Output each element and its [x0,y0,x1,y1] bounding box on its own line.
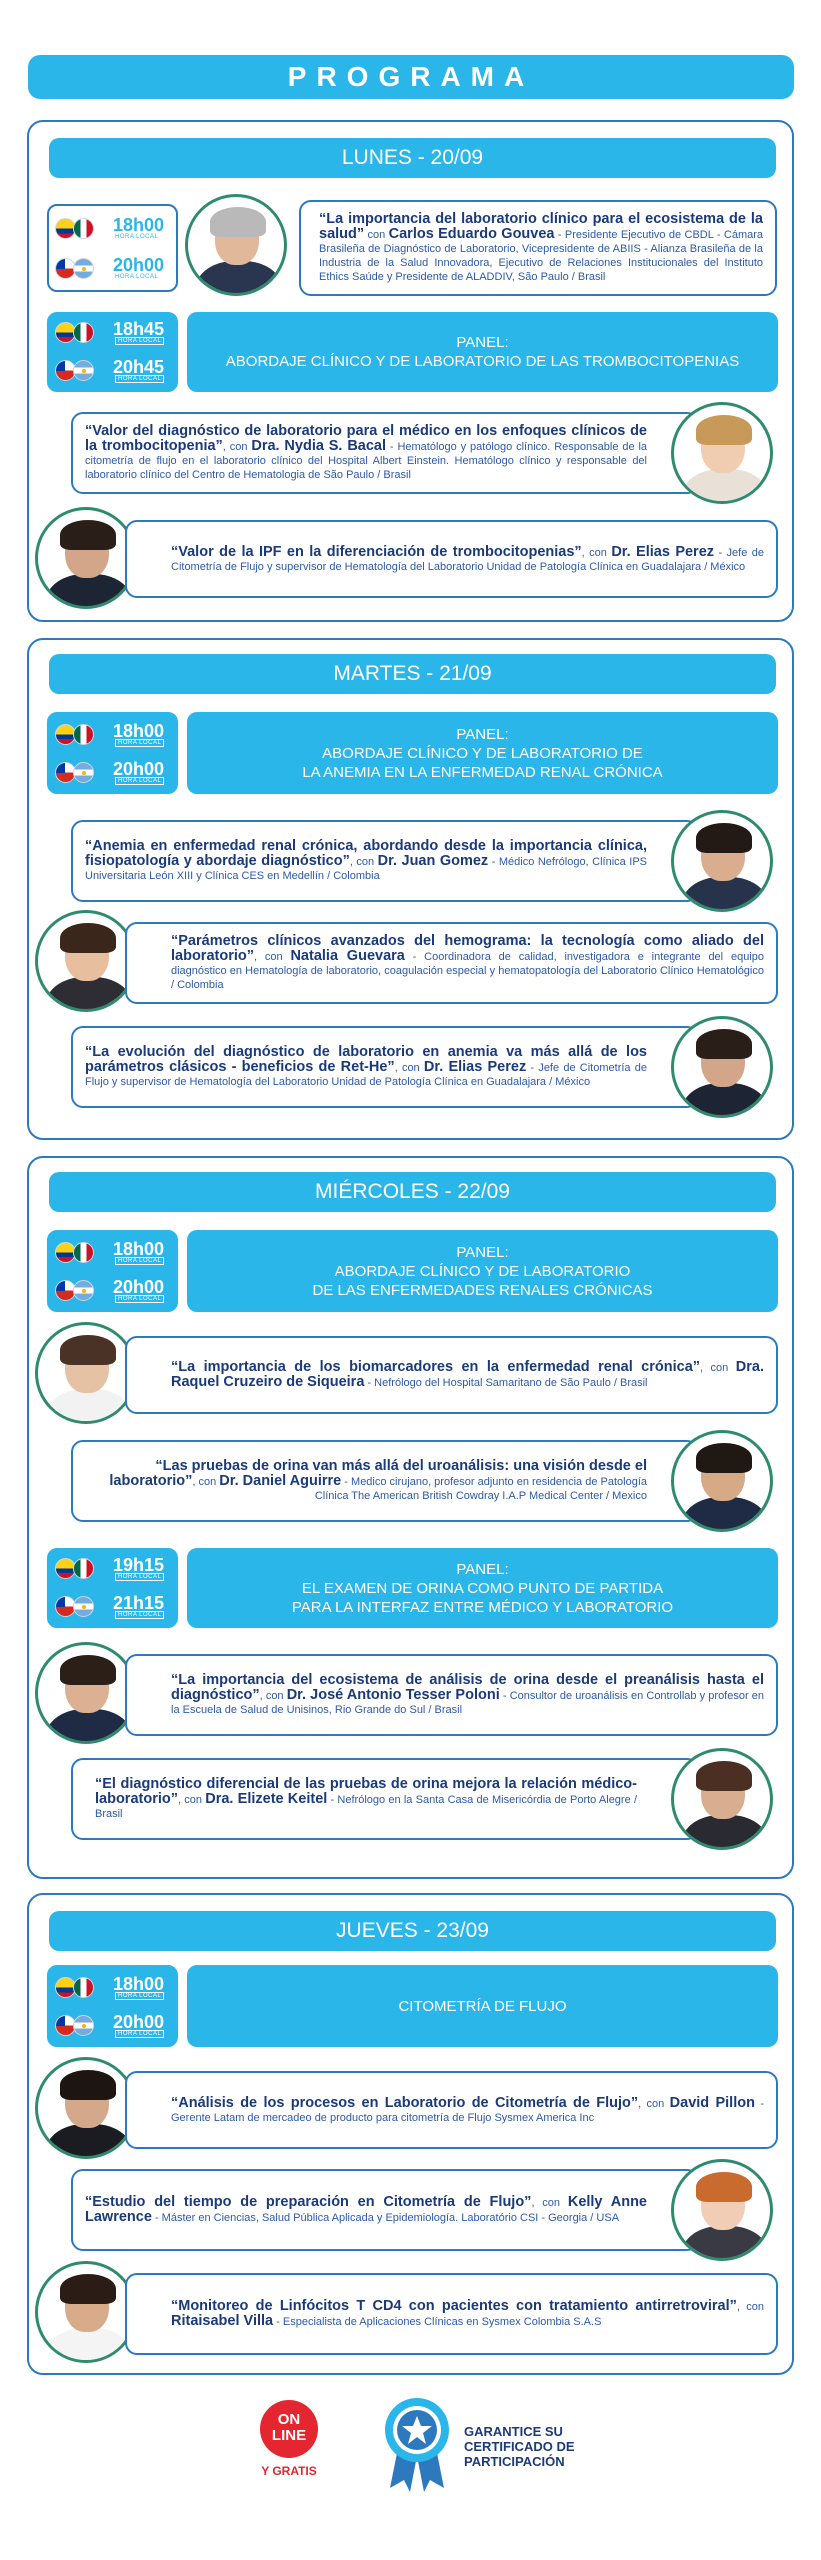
argentina-flag-icon [73,1596,94,1617]
day-header: JUEVES - 23/09 [49,1911,776,1951]
speaker-name: Dr. Daniel Aguirre [219,1473,342,1489]
speaker-name: Dra. Nydia S. Bacal [251,438,387,454]
speaker-photo-avatar [35,910,137,1012]
talk-card [125,922,778,1004]
certificate-line: PARTICIPACIÓN [464,2454,565,2469]
online-top-text: ON [277,2411,301,2428]
argentina-flag-icon [73,258,94,279]
time-value: 19h15 [113,1555,165,1575]
talk-card [71,2169,699,2251]
speaker-name: Dr. Elias Perez [611,543,715,560]
speaker-bio: - Medico cirujano, profesor adjunto en residencia de Patología Clínica The American British Cowdray I.A.P Medical Center / Mexico [314,1476,647,1502]
speaker-bio: - Presidente Ejecutivo de CBDL - Cámara Brasileña de Diagnóstico de Laboratorio, Vicepresidente de ABIIS - Alianza Brasileña de la Industria de la Salud Innovadora, Ejecutivo de Relaciones Institucionales del Instituto Ethics Saúde y Presidente de ALADDIV, São Paulo / Brasil [319,229,764,283]
speaker-photo-avatar [671,1430,773,1532]
talk-title: “Parámetros clínicos avanzados del hemograma: la tecnología como aliado del laboratorio” [171,933,764,964]
speaker-bio: - Consultor de uroanálisis en Controllab y profesor en la Escuela de Salud de Unisinos, Rio Grande do Sul / Brasil [171,1690,765,1716]
panel-topic: ABORDAJE CLÍNICO Y DE LABORATORIO DE [322,744,643,762]
time-caption: HORA LOCAL [115,1612,164,1619]
talk-title: “Estudio del tiempo de preparación en Citometría de Flujo” [85,2194,532,2210]
panel-topic: ABORDAJE CLÍNICO Y DE LABORATORIO [334,1262,631,1280]
talk-title: “La importancia del ecosistema de análisis de orina desde el preanálisis hasta el diagnóstico” [171,1672,764,1703]
time-caption: HORA LOCAL [115,1296,164,1303]
panel-label: PANEL: [456,1243,509,1261]
panel-title [187,1230,778,1312]
ribbon-badge-icon [380,2396,454,2492]
talk-title: “Valor de la IPF en la diferenciación de trombocitopenias” [171,543,582,560]
panel-topic: EL EXAMEN DE ORINA COMO PUNTO DE PARTIDA [301,1579,664,1597]
speaker-bio: - Nefrólogo del Hospital Samaritano de São Paulo / Brasil [364,1377,648,1389]
talk-connector: con [364,229,389,241]
online-circle-icon [260,2400,318,2458]
speaker-name: Dr. Juan Gomez [377,853,489,869]
speaker-name: Natalia Guevara [290,948,405,964]
time-value: 20h00 [113,759,165,779]
panel-title [187,1965,778,2047]
talk-title: “Las pruebas de orina van más allá del uroanálisis: una visión desde el laboratorio” [109,1458,647,1489]
speaker-photo-avatar [35,1642,137,1744]
talk-title: “La evolución del diagnóstico de laboratorio en anemia va más allá de los parámetros clásicos - beneficios de Ret-He” [85,1044,647,1075]
online-badge [254,2400,324,2480]
time-row [53,214,177,244]
speaker-bio: - Máster en Ciencias, Salud Pública Aplicada y Epidemiología. Laboratório CSI - Georgia / USA [151,2212,620,2224]
time-value: 20h00 [113,255,165,275]
speaker-photo-avatar [35,2261,137,2363]
page-title: PROGRAMA [28,55,794,99]
talk-connector: , con [222,441,252,453]
time-box [47,204,178,292]
speaker-photo-avatar [671,810,773,912]
speaker-bio: - Hematólogo y patólogo clínico. Responsable de la citometría de flujo en el laboratorio clínico del Hospital Albert Einstein. Hematólogo clínico y responsable del laboratorio clínico del Centro de Hematologia de São Paulo / Brasil [85,441,648,481]
time-caption: HORA LOCAL [115,740,164,747]
argentina-flag-icon [73,2015,94,2036]
free-label: Y GRATIS [261,2464,317,2478]
panel-topic: CITOMETRÍA DE FLUJO [398,1997,567,2015]
day-header: LUNES - 20/09 [49,138,776,178]
talk-card [125,1336,778,1414]
speaker-photo-avatar [35,2057,137,2159]
mexico-flag-icon [73,1242,94,1263]
panel-label: PANEL: [456,334,509,351]
speaker-name: David Pillon [669,2094,755,2111]
time-row [53,318,177,348]
panel-topic: ABORDAJE CLÍNICO Y DE LABORATORIO DE LAS TROMBOCITOPENIAS [225,353,740,370]
talk-card [71,1758,699,1840]
panel-title [187,1548,778,1628]
talk-connector: , con [253,951,291,963]
time-value: 18h00 [113,1974,165,1994]
mexico-flag-icon [73,1558,94,1579]
speaker-photo-avatar [35,1322,137,1424]
speaker-name: Carlos Eduardo Gouvea [388,226,555,242]
panel-label: PANEL: [456,725,509,743]
time-row [53,1276,177,1306]
talk-connector: , con [394,1062,424,1074]
time-row [53,254,177,284]
speaker-bio: - Médico Nefrólogo, Clínica IPS Universitaria León XIII y Clínica CES en Medellín / Colombia [85,856,648,882]
panel-topic: DE LAS ENFERMEDADES RENALES CRÓNICAS [312,1281,653,1299]
time-value: 20h45 [113,357,165,377]
certificate-line: GARANTICE SU [464,2424,563,2439]
time-caption: HORA LOCAL [115,234,159,240]
panel-title [187,312,778,392]
speaker-name: Dr. Elias Perez [423,1059,527,1075]
time-row [53,356,177,386]
time-value: 18h00 [113,721,165,741]
talk-connector: , con [531,2197,568,2209]
speaker-bio: - Jefe de Citometría de Flujo y supervisor de Hematología del Laboratorio Unidad de Patología Clínica en Guadalajara / México [171,546,764,573]
speaker-name: Kelly Anne Lawrence [85,2194,647,2225]
argentina-flag-icon [73,1280,94,1301]
time-row [53,1238,177,1268]
time-caption: HORA LOCAL [115,274,159,280]
talk-title: “Análisis de los procesos en Laboratorio de Citometría de Flujo” [171,2094,639,2111]
talk-title: “La importancia del laboratorio clínico para el ecosistema de la salud” [319,211,763,242]
talk-connector: , con [349,856,378,868]
talk-card [71,1440,699,1522]
time-value: 18h00 [113,1239,165,1259]
speaker-photo-avatar [35,507,137,609]
time-box [47,1965,178,2047]
panel-topic: PARA LA INTERFAZ ENTRE MÉDICO Y LABORATORIO [291,1598,674,1616]
time-caption: HORA LOCAL [115,338,164,345]
time-box [47,1230,178,1312]
speaker-photo-avatar [671,2159,773,2261]
talk-connector: , con [638,2097,670,2110]
time-caption: HORA LOCAL [115,778,164,785]
talk-card [125,2071,778,2149]
argentina-flag-icon [73,762,94,783]
time-value: 21h15 [113,1593,165,1613]
speaker-bio: - Nefrólogo en la Santa Casa de Misericórdia de Porto Alegre / Brasil [95,1794,637,1820]
time-value: 18h00 [113,215,165,235]
day-header: MARTES - 21/09 [49,654,776,694]
speaker-bio: - Especialista de Aplicaciones Clínicas en Sysmex Colombia S.A.S [273,2316,602,2328]
time-row [53,1554,177,1584]
talk-card [299,200,777,296]
talk-connector: , con [700,1362,736,1374]
time-row [53,1592,177,1622]
speaker-photo-avatar [185,194,287,296]
mexico-flag-icon [73,724,94,745]
mexico-flag-icon [73,1977,94,1998]
talk-card [125,2273,778,2355]
time-caption: HORA LOCAL [115,1574,164,1581]
speaker-name: Dra. Raquel Cruzeiro de Siqueira [171,1359,764,1390]
argentina-flag-icon [73,360,94,381]
panel-label: PANEL: [456,1560,509,1578]
day-section-thursday [27,1893,794,2375]
talk-card [71,820,699,902]
time-caption: HORA LOCAL [115,2031,164,2038]
time-box [47,1548,178,1628]
speaker-bio: - Jefe de Citometría de Flujo y supervisor de Hematología del Laboratorio Unidad de Patología Clínica en Guadalajara / México [85,1062,647,1088]
mexico-flag-icon [73,218,94,239]
talk-connector: , con [192,1476,220,1488]
talk-connector: , con [177,1794,206,1806]
day-header: MIÉRCOLES - 22/09 [49,1172,776,1212]
talk-title: “Monitoreo de Linfócitos T CD4 con pacientes con tratamiento antirretroviral” [171,2298,737,2314]
day-section-monday [27,120,794,622]
certificate-line: CERTIFICADO DE [464,2439,575,2454]
speaker-photo-avatar [671,1748,773,1850]
talk-title: “La importancia de los biomarcadores en la enfermedad renal crónica” [171,1359,701,1375]
talk-connector: , con [259,1690,287,1702]
time-value: 18h45 [113,319,165,339]
speaker-name: Dra. Elizete Keitel [205,1791,328,1807]
talk-card [125,520,778,598]
panel-topic: LA ANEMIA EN LA ENFERMEDAD RENAL CRÓNICA [302,763,663,781]
talk-title: “Valor del diagnóstico de laboratorio para el médico en los enfoques clínicos de la trombocitopenia” [85,423,647,454]
talk-card [71,412,699,494]
speaker-bio: - Coordinadora de calidad, investigadora e integrante del equipo diagnóstico en Hematología de laboratorio, coagulación especial y hematopatología del Laboratorio Clínico Hematológico / Colombia [171,951,764,991]
certificate-badge [380,2396,600,2496]
time-row [53,2011,177,2041]
time-caption: HORA LOCAL [115,376,164,383]
certificate-text [464,2424,575,2469]
panel-title [187,712,778,794]
time-box [47,312,178,392]
talk-title: “Anemia en enfermedad renal crónica, abordando desde la importancia clínica, fisiopatología y abordaje diagnóstico” [85,838,647,869]
talk-connector: , con [736,2301,764,2313]
time-row [53,720,177,750]
speaker-photo-avatar [671,1016,773,1118]
speaker-name: Dr. José Antonio Tesser Poloni [286,1687,500,1703]
mexico-flag-icon [73,322,94,343]
time-value: 20h00 [113,2012,165,2032]
speaker-bio: - Gerente Latam de mercadeo de producto para citometría de Flujo Sysmex America Inc [171,2097,764,2124]
time-caption: HORA LOCAL [115,1993,164,2000]
talk-title: “El diagnóstico diferencial de las pruebas de orina mejora la relación médico-laboratorio” [95,1776,637,1807]
talk-card [125,1654,778,1736]
online-bottom-text: LINE [271,2427,307,2444]
time-row [53,1973,177,2003]
day-section-wednesday [27,1156,794,1879]
talk-connector: , con [581,546,612,559]
day-section-tuesday [27,638,794,1140]
speaker-photo-avatar [671,402,773,504]
time-row [53,758,177,788]
talk-card [71,1026,699,1108]
speaker-name: Ritaisabel Villa [171,2313,274,2329]
time-value: 20h00 [113,1277,165,1297]
time-caption: HORA LOCAL [115,1258,164,1265]
time-box [47,712,178,794]
